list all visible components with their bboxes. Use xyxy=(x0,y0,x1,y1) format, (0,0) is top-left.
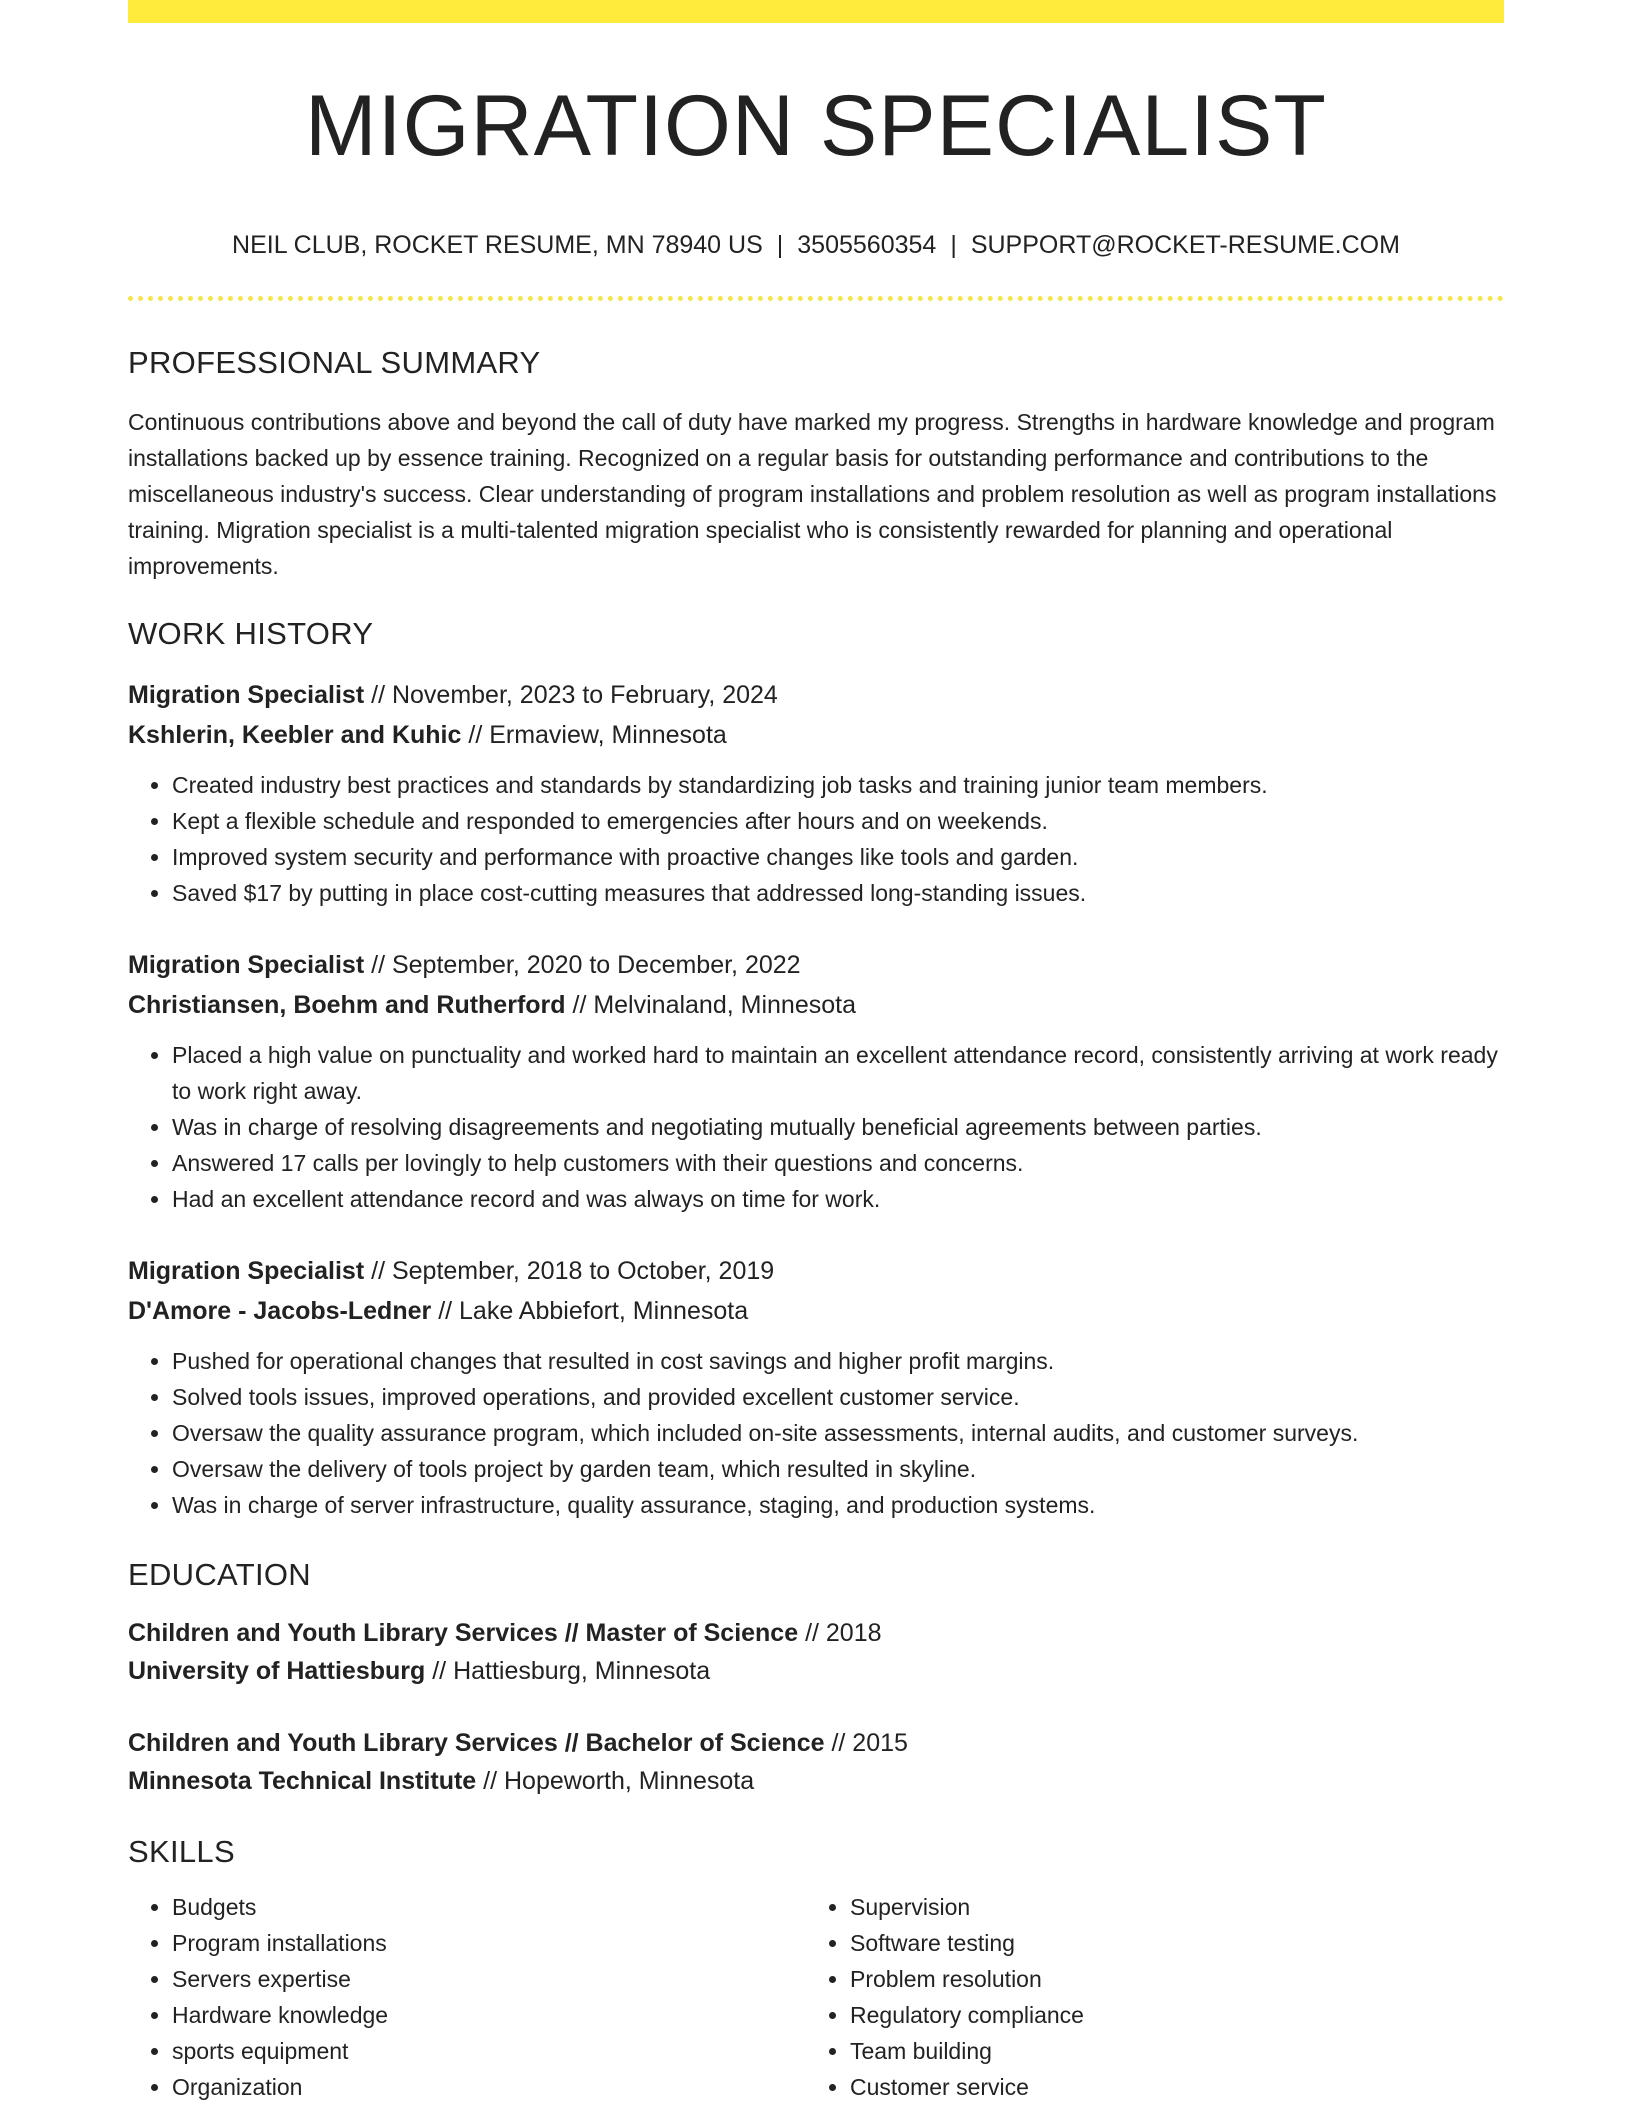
job-dates: // November, 2023 to February, 2024 xyxy=(364,681,778,709)
work-history-heading: WORK HISTORY xyxy=(128,616,374,651)
job-company-line xyxy=(128,1291,1504,1331)
contact-separator: | xyxy=(950,231,957,259)
skill-item: • Servers expertise xyxy=(172,1961,806,1997)
education-year: // 2018 xyxy=(798,1619,882,1647)
summary-heading: PROFESSIONAL SUMMARY xyxy=(128,345,541,380)
job-bullet: • Had an excellent attendance record and was always on time for work. xyxy=(172,1181,1504,1217)
skill-item: • Problem resolution xyxy=(850,1961,1484,1997)
skills-list-right xyxy=(806,1889,1484,2105)
contact-phone: 3505560354 xyxy=(797,231,937,259)
job-dates: // September, 2018 to October, 2019 xyxy=(364,1257,775,1285)
job-role: Migration Specialist xyxy=(128,951,365,979)
job-location: // Lake Abbiefort, Minnesota xyxy=(431,1297,749,1325)
education-degree: Children and Youth Library Services // Bachelor of Science xyxy=(128,1729,825,1757)
education-heading: EDUCATION xyxy=(128,1557,311,1592)
contact-email: SUPPORT@ROCKET-RESUME.COM xyxy=(970,231,1400,259)
header-divider xyxy=(128,296,1504,301)
education-location: // Hopeworth, Minnesota xyxy=(476,1767,755,1795)
skill-item: • sports equipment xyxy=(172,2033,806,2069)
job-role: Migration Specialist xyxy=(128,1257,365,1285)
job-bullets xyxy=(128,1037,1504,1217)
job-company: Christiansen, Boehm and Rutherford xyxy=(128,991,566,1019)
education-entry xyxy=(128,1614,1504,1690)
skill-item: • Team building xyxy=(850,2033,1484,2069)
education-degree: Children and Youth Library Services // Master of Science xyxy=(128,1619,799,1647)
job-bullets xyxy=(128,1343,1504,1523)
accent-bar xyxy=(128,0,1504,23)
contact-line xyxy=(128,233,1504,258)
skills-list-left xyxy=(128,1889,806,2105)
education-degree-line xyxy=(128,1614,1504,1652)
job-bullet: • Kept a flexible schedule and responded to emergencies after hours and on weekends. xyxy=(172,803,1504,839)
job-company-line xyxy=(128,985,1504,1025)
job-role-line xyxy=(128,675,1504,715)
skills-heading: SKILLS xyxy=(128,1834,235,1869)
education-entry xyxy=(128,1724,1504,1800)
skill-item: • Regulatory compliance xyxy=(850,1997,1484,2033)
job-entry xyxy=(128,675,1504,911)
job-bullet: • Was in charge of server infrastructure, quality assurance, staging, and production systems. xyxy=(172,1487,1504,1523)
job-bullet: • Oversaw the delivery of tools project by garden team, which resulted in skyline. xyxy=(172,1451,1504,1487)
job-bullet: • Improved system security and performance with proactive changes like tools and garden. xyxy=(172,839,1504,875)
contact-separator: | xyxy=(776,231,784,259)
job-company-line xyxy=(128,715,1504,755)
job-company: D'Amore - Jacobs-Ledner xyxy=(128,1297,432,1325)
job-role-line xyxy=(128,945,1504,985)
education-degree-line xyxy=(128,1724,1504,1762)
resume-title: MIGRATION SPECIALIST xyxy=(305,78,1327,174)
contact-address: NEIL CLUB, ROCKET RESUME, MN 78940 US xyxy=(232,231,763,259)
skill-item: • Hardware knowledge xyxy=(172,1997,806,2033)
education-year: // 2015 xyxy=(824,1729,908,1757)
job-location: // Melvinaland, Minnesota xyxy=(565,991,856,1019)
job-bullet: • Placed a high value on punctuality and worked hard to maintain an excellent attendance record, consistently arriving at work ready to work right away. xyxy=(172,1037,1504,1109)
job-company: Kshlerin, Keebler and Kuhic xyxy=(128,721,462,749)
job-bullet: • Created industry best practices and standards by standardizing job tasks and training junior team members. xyxy=(172,767,1504,803)
skill-item: • Software testing xyxy=(850,1925,1484,1961)
job-bullets xyxy=(128,767,1504,911)
job-entry xyxy=(128,1251,1504,1523)
skill-item: • Customer service xyxy=(850,2069,1484,2105)
education-school-line xyxy=(128,1762,1504,1800)
job-bullet: • Answered 17 calls per lovingly to help customers with their questions and concerns. xyxy=(172,1145,1504,1181)
job-bullet: • Was in charge of resolving disagreements and negotiating mutually beneficial agreements between parties. xyxy=(172,1109,1504,1145)
skills-columns xyxy=(128,1889,1504,2105)
job-bullet: • Pushed for operational changes that resulted in cost savings and higher profit margins. xyxy=(172,1343,1504,1379)
skill-item: • Budgets xyxy=(172,1889,806,1925)
resume-page xyxy=(128,0,1504,2105)
skill-item: • Program installations xyxy=(172,1925,806,1961)
job-location: // Ermaview, Minnesota xyxy=(461,721,727,749)
job-role: Migration Specialist xyxy=(128,681,365,709)
education-location: // Hattiesburg, Minnesota xyxy=(425,1657,711,1685)
job-bullet: • Solved tools issues, improved operations, and provided excellent customer service. xyxy=(172,1379,1504,1415)
summary-text: Continuous contributions above and beyond the call of duty have marked my progress. Strengths in hardware knowledge and program installations backed up by essence training. Recognized on a regular basis for outstanding performance and contributions to the miscellaneous industry's success. Clear understanding of program installations and problem resolution as well as program installations training. Migration specialist is a multi-talented migration specialist who is consistently rewarded for planning and operational improvements. xyxy=(128,409,1497,579)
skill-item: • Supervision xyxy=(850,1889,1484,1925)
job-entry xyxy=(128,945,1504,1217)
education-school-line xyxy=(128,1652,1504,1690)
education-school: Minnesota Technical Institute xyxy=(128,1767,477,1795)
job-bullet: • Oversaw the quality assurance program, which included on-site assessments, internal audits, and customer surveys. xyxy=(172,1415,1504,1451)
education-school: University of Hattiesburg xyxy=(128,1657,426,1685)
job-dates: // September, 2020 to December, 2022 xyxy=(364,951,801,979)
skill-item: • Organization xyxy=(172,2069,806,2105)
job-role-line xyxy=(128,1251,1504,1291)
job-bullet: • Saved $17 by putting in place cost-cutting measures that addressed long-standing issues. xyxy=(172,875,1504,911)
